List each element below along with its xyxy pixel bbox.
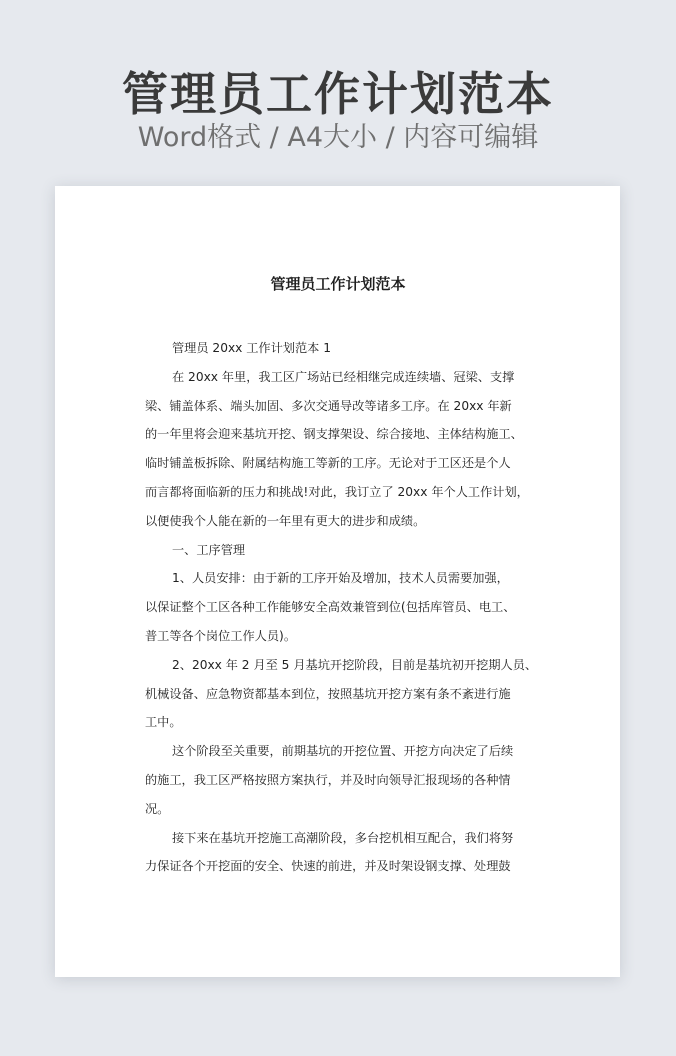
document-line: 梁、铺盖体系、端头加固、多次交通导改等诸多工序。在 20xx 年新 [145,398,512,413]
document-line: 以保证整个工区各种工作能够安全高效兼管到位(包括库管员、电工、 [145,600,516,615]
document-line: 况。 [145,801,170,816]
document-line: 临时铺盖板拆除、附属结构施工等新的工序。无论对于工区还是个人 [145,456,511,471]
document-line: 在 20xx 年里，我工区广场站已经相继完成连续墙、冠梁、支撑 [172,369,515,384]
document-line: 管理员 20xx 工作计划范本 1 [172,341,331,355]
document-body [145,334,537,881]
document-line: 2、20xx 年 2 月至 5 月基坑开挖阶段，目前是基坑初开挖期人员、 [172,657,537,672]
document-line: 一、工序管理 [172,542,246,557]
document-line: 而言都将面临新的压力和挑战!对此，我订立了 20xx 年个人工作计划， [145,484,529,499]
document-line: 的一年里将会迎来基坑开挖、钢支撑架设、综合接地、主体结构施工、 [145,427,523,442]
document-line: 接下来在基坑开挖施工高潮阶段，多台挖机相互配合，我们将努 [172,830,514,845]
banner-subtitle: Word格式 / A4大小 / 内容可编辑 [137,122,539,153]
document-line: 这个阶段至关重要，前期基坑的开挖位置、开挖方向决定了后续 [172,744,514,759]
document-line: 以便使我个人能在新的一年里有更大的进步和成绩。 [145,513,426,528]
document-line: 的施工，我工区严格按照方案执行，并及时向领导汇报现场的各种情 [145,772,511,787]
document-line: 力保证各个开挖面的安全、快速的前进，并及时架设钢支撑、处理鼓 [145,859,511,874]
document-title: 管理员工作计划范本 [270,275,406,293]
document-line: 1、人员安排：由于新的工序开始及增加，技术人员需要加强， [172,571,509,586]
document-line: 普工等各个岗位工作人员)。 [145,628,297,643]
document-line: 机械设备、应急物资都基本到位，按照基坑开挖方案有条不紊进行施 [145,686,511,701]
banner-title: 管理员工作计划范本 [122,67,554,121]
document-line: 工中。 [145,715,182,730]
